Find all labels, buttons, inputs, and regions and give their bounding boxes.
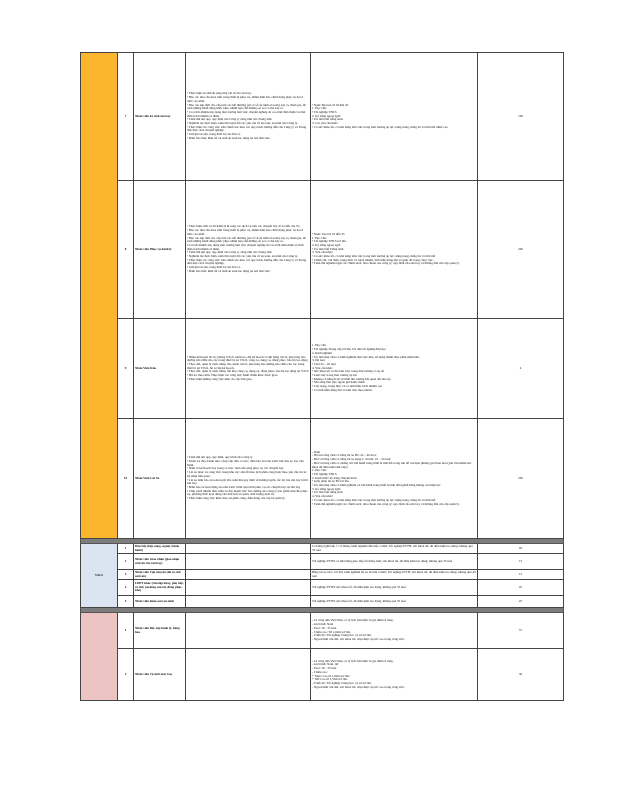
group-label-cell xyxy=(81,613,118,701)
description-line: • Đảm bảo thực hiện tốt vệ sinh an toàn lao động tại nơi làm việc. xyxy=(187,268,271,273)
table-row xyxy=(81,580,564,596)
row-number: 4 xyxy=(118,580,134,596)
table-row xyxy=(81,419,564,539)
requirement-line: 3. Các yêu cầu khác: xyxy=(312,121,339,126)
position-title: Nhân Viên Kho xyxy=(134,319,186,419)
quantity: 45 xyxy=(478,580,564,596)
requirement-line: • Ưu tiên biết tiếng Anh xyxy=(312,490,343,495)
requirement-line: • Tốt nghiệp Trung cấp trở lên, Ưu tiên tốt nghiệp Đại học xyxy=(312,347,387,352)
position-title: LĐPT khác (rửa-lập khay, phụ bếp, sơ chế, packing-sản tài, đồng phục, kho) xyxy=(134,580,186,596)
description-line: • Tuân thủ nội quy, quy định của Công ty cùng như của Trung tâm. xyxy=(187,250,273,255)
job-requirements xyxy=(311,319,478,419)
description-line: • Đảm bảo xe hoạt động an toàn trước trình quá trình phục vụ các chuyến bay tại sân bay xyxy=(187,484,301,489)
requirement-line: • Sức khoẻ tốt có thể làm việc trong môi trường ca áp để xyxy=(312,369,385,374)
requirement-line: - Chiều cao: xyxy=(312,669,328,674)
requirement-line: Có bằng nghề bếp >= 6 tháng; kinh nghiệm đầu bếp 1 năm; Tốt nghiệp PTTH, sức khoẻ tốt, đủ điều kiện lao động; không quá 35 tuổi xyxy=(312,543,473,552)
requirement-line: • Có sức khỏe tốt, có khả năng làm việc trong môi trường áp lực, nặng nóng, tiếng ồn và thời tiết xyxy=(312,254,436,259)
description-line: • Thực hiện các công việc trên chính xác theo các quy trình, hướng dẫn của Công ty và Trung tâm một cách chuyên nghiệp. xyxy=(187,124,307,133)
quantity: 25 xyxy=(478,596,564,608)
quantity: 15 xyxy=(478,554,564,570)
description-line: Có trách nhiệm xây dựng một trường làm việc chuyên nghiệp để cao tính thân thiện và tinh thần trách nhiệm cá nhân. xyxy=(187,242,304,251)
description-line: • Nhận kế hoạch từ các phòng VJGS, kiểm tra, đối kế hoạch và đặt hàng vật tư, phụ tùng báo dưỡng sửa chữa cho các trang thiết bị tại VJGS, công cụ, dụng cụ, đồng phục, bảo hộ lao động xyxy=(187,354,308,363)
job-description xyxy=(186,596,311,608)
job-requirements xyxy=(311,570,478,580)
requirement-line: • Tuân thủ nghiêm ngặt các chính sách, tiêu chuẩn của công ty; quy định của sân bay và hướng dẫn của cấp quản lý. xyxy=(312,501,460,506)
requirement-line: - Ngoại hình cân đối, sức khoẻ tốt, chịu được áp lực cao trong công việc. xyxy=(312,684,405,689)
requirement-line: • Giấy phép lái xe B2 trở lên. xyxy=(312,479,350,484)
row-number: 1 xyxy=(118,544,134,554)
table-row xyxy=(81,596,564,608)
requirement-line: • Làm việc trong môi trường áp lực xyxy=(312,373,358,378)
description-line: • Thực hiện công việc khác theo sự phân công, điều động của cấp bộ quản lý. xyxy=(187,496,286,501)
requirement-line: Tốt nghiệp PTTH, sức khoẻ tốt, đủ điều kiện lao động; không quá 35 tuổi xyxy=(312,584,406,589)
requirement-line: 3. Kỹ năng ngoại ngữ: xyxy=(312,486,341,491)
requirement-line: 2. Kỹ năng ngoại ngữ: xyxy=(312,242,341,247)
row-number: 3 xyxy=(118,570,134,580)
requirement-line: • Tuổi 22 – 45 tuổi xyxy=(312,361,336,366)
quantity: 4 xyxy=(478,319,564,419)
requirement-line: - Đối với ứng viên có bằng lái xe hạng C trở lên: 22 – 50 tuổi; xyxy=(312,457,392,462)
position-title: Nhân viên Vệ sinh máy bay xyxy=(134,649,186,701)
description-line: • Bảo các nhu cầu mua sắm trang thiết bị phục vụ, nhằm đảm bảo chất lượng phục vụ đạt ở mức cao nhất. xyxy=(187,228,304,236)
job-requirements xyxy=(311,181,478,319)
position-title: Nhân viên kiểm soát an ninh xyxy=(134,596,186,608)
requirement-line: • Sẵn sàng làm việc ngoài giờ hành chính xyxy=(312,380,365,385)
requirement-line: Bằng lái xe tải C trở lên; kinh nghiệm lái xe từ trên 2 năm; Tốt nghiệp PTTH, sức khoẻ tốt, đủ điều kiện lao động; không quá 40 tuổi xyxy=(312,569,476,578)
requirement-line: - Ngoại hình cân đối, sức khoẻ tốt, chịu được áp lực cao trong công việc. xyxy=(312,636,405,641)
requirement-line: - Nam xyxy=(312,449,321,454)
quantity: 36 xyxy=(478,649,564,701)
requirement-line: 2. Kinh nghiệm xyxy=(312,350,332,355)
requirement-line: 3. Yêu cầu khác: xyxy=(312,250,334,255)
requirement-line: 1. Học vấn: xyxy=(312,106,327,111)
description-line: • Tuân thủ nội quy, quy định, quy trình của Công ty xyxy=(187,455,253,460)
description-line: • Kiểm tra theo Danh mục công việc đầu ca trực, đảm bảo an toàn trước khi đưa xe vào vận hành. xyxy=(187,458,304,467)
requirement-line: - Là công dân Việt Nam, có lý lịch bản thân và gia đình rõ ràng. xyxy=(312,618,394,623)
description-line: • Giữ gìn tài sản, trang thiết bị của đơn vị. xyxy=(187,265,241,270)
job-requirements xyxy=(311,554,478,570)
description-line: • Nghiêm túc thực hiện, tuân thủ tuyệt đối các yêu cầu về an toàn, an ninh của Công ty. xyxy=(187,254,298,259)
requirement-line: - Giới tính: Nam, nữ xyxy=(312,662,339,667)
job-description xyxy=(186,554,311,570)
requirement-line: - Đối với ứng viên có chứng chỉ vận hành trang thiết bị mặt đất trong sân đỗ còn hạn (không giới hạn tuổi (yêu cầu khám sức khoẻ đủ điều kiện làm việc). xyxy=(312,460,472,469)
position-title: Nhân viên Bốc xếp hành lý, hàng hóa xyxy=(134,613,186,649)
requirement-line: 3. Độ tuổi xyxy=(312,358,325,363)
description-line: • Lái xe phục vụ công việc trong khu vực sân đỗ theo lịch phân công hoặc theo yêu cầu từ các bộ phận liên quan. xyxy=(187,470,307,478)
quantity: 200 xyxy=(478,181,564,319)
row-number: 1 xyxy=(118,613,134,649)
quantity: 20 xyxy=(478,544,564,554)
requirement-line: • Có tinh thần đồng đội và làm việc theo nhóm. xyxy=(312,387,373,392)
requirement-line: • Ưu tiên biết Tiếng Anh xyxy=(312,246,344,251)
job-description xyxy=(186,319,311,419)
description-line: • Bảo các nhu cầu mua sắm trang thiết bị phục vụ, nhằm đảm bảo chất lượng phục vụ đạt ở mức cao nhất. xyxy=(187,95,304,103)
job-description xyxy=(186,419,311,539)
recruitment-table xyxy=(80,52,564,701)
job-description xyxy=(186,181,311,319)
description-line: • Chịu trách nhiệm thực hiện và đẩy mạnh việc báo dưỡng của công ty báo giảm sân/chia phục vụ, phương thức hoạt động của đơn hoá và quản, chất lượng dịch vụ. xyxy=(187,488,308,497)
description-line: • Có trách nhiệm này dụng một trường làm việc chuyên nghiệp để cao tính thân thiện và tinh thần trách nhiệm cá nhân. xyxy=(187,109,306,118)
requirement-line: • Ưu tiên biết tiếng Anh. xyxy=(312,117,344,122)
description-line: • Thực hiện vệ sinh & sang ứng vật tư cho tàu bay. xyxy=(187,91,252,96)
table-row xyxy=(81,649,564,701)
row-number: 9 xyxy=(118,319,134,419)
requirement-line: 4. Yêu cầu khác xyxy=(312,365,333,370)
job-description xyxy=(186,649,311,701)
job-requirements xyxy=(311,649,478,701)
requirement-line: • Tốt nghiệp THCS xyxy=(312,109,337,114)
job-requirements xyxy=(311,419,478,539)
quantity: 57 xyxy=(478,613,564,649)
requirement-line: • Ưu tiên ứng viên có kinh nghiệm làm việc kho, sử dụng thành thạo phần mềm kho. xyxy=(312,354,420,359)
job-requirements xyxy=(311,544,478,554)
requirement-line: • Chăm chỉ, cẩn thận, trung thực và trách nhiệm, tinh thần đồng đội và giúp đỡ trong công việc. xyxy=(312,257,434,262)
requirement-line: - Trình độ: Tốt nghiệp Trung học cơ sở trở lên. xyxy=(312,633,372,638)
requirement-line: • Ưu tiên ứng viên có kinh nghiệm và vận hành trang thiết bị mặt đất ngành hàng không còn hiệu lực xyxy=(312,483,441,488)
job-requirements xyxy=(311,53,478,181)
requirement-line: - Giới tính: Nam xyxy=(312,622,334,627)
description-line: • Đảm bảo thực hiện tốt vệ sinh an toàn lao động tại nơi làm việc. xyxy=(187,135,271,140)
row-number: 10 xyxy=(118,419,134,539)
requirement-line: 2. Kỹ năng ngoại ngữ: xyxy=(312,113,341,118)
quantity: 200 xyxy=(478,419,564,539)
requirement-line: + Nam: Cao từ 1,62m trở lên; xyxy=(312,673,350,678)
requirement-line: 4. Yêu cầu khác: xyxy=(312,494,334,499)
requirement-line: 1. Học vấn xyxy=(312,343,326,348)
requirement-line: + Nữ: Cao từ 1,53m trở lên. xyxy=(312,677,348,682)
position-title: Đầu bếp (bếp nóng, nguội, bánh, hành) xyxy=(134,544,186,554)
row-number: 8 xyxy=(118,181,134,319)
row-number: 5 xyxy=(118,596,134,608)
position-title: Nhân viên Giao nhận (giao nhận suất ăn cho tàu bay) xyxy=(134,554,186,570)
description-line: • Nghiêm túc thực hiện, tuân thủ tuyệt đối các yêu cầu về an toàn, an ninh của Công ty. xyxy=(187,121,298,126)
requirement-line: Tốt nghiệp PTTH, có khả năng giao tiếp tốt tiếng Anh; sức khoẻ tốt, đủ điều kiện lao động; không quá 35 tuổi xyxy=(312,558,453,563)
table-row xyxy=(81,181,564,319)
requirement-line: - Độ tuổi ứng viên có bằng lái xe B2: 22 – 40 tuổi; xyxy=(312,453,377,458)
table-row xyxy=(81,570,564,580)
description-line: • Thực hiện các công việc trên chính xác theo các quy trình, hướng dẫn của Công ty và Trung tâm một cách chuyên nghiệp. xyxy=(187,257,307,266)
requirement-line: • Có sức khoẻ tốt, có khả năng làm việc trong môi trường áp lực, nặng nóng, tiếng ồn và thời tiết xyxy=(312,497,436,502)
row-number: 2 xyxy=(118,649,134,701)
job-description xyxy=(186,613,311,649)
row-number: 7 xyxy=(118,53,134,181)
requirement-line: 1. Học vấn: xyxy=(312,235,327,240)
table-row xyxy=(81,53,564,181)
quantity: 15 xyxy=(478,570,564,580)
requirement-line: Tốt nghiệp PTTH, sức khoẻ tốt, đủ điều kiện lao động; không quá 35 tuổi xyxy=(312,598,406,603)
job-requirements xyxy=(311,596,478,608)
row-number: 2 xyxy=(118,554,134,570)
job-description xyxy=(186,570,311,580)
requirement-line: - Là công dân Việt Nam, có lý lịch bản thân và gia đình rõ ràng. xyxy=(312,658,394,663)
requirement-line: - Chiều cao: Từ 1,62m trở lên. xyxy=(312,629,351,634)
description-line: • Thực hiện chất và dỡ hành lý & sang các dịch vụ trên các chuyến bay đi và đến của VJ. xyxy=(187,224,301,229)
requirement-line: - Trình độ: Tốt nghiệp Trung học cơ sở trở lên. xyxy=(312,680,372,685)
description-line: • Lái xe đảm bảo an toàn tuyệt đối, tuân thủ quy định về hướng tuyến, tốc độ của sân bay trước sân bay. xyxy=(187,477,309,486)
requirement-line: • Nam: Độ tuổi từ 18 đến 45 xyxy=(312,102,349,107)
description-line: • Báo cáo kịp thời cho cấp trên các bất thường (sự cố về an ninh an toàn) xảy ra, tham gia, đề xuất những hành động khắc phục nhằm hạn chế những sai sót có thể xảy ra. xyxy=(187,102,306,111)
description-line: • Theo dõi, quản lý xuất, nhập, tồn, kiểm vật tư, phụ tùng bảo dưỡng sửa chữa cho các trang thiết bị tại VJGS, hồ sơ lập kế hoạch. xyxy=(187,361,305,370)
description-line: • Giữ gìn tài sản, trang thiết bị của đơn vị. xyxy=(187,132,241,137)
job-requirements xyxy=(311,613,478,649)
requirement-line: - Tuổi: 18 - 35 tuổi. xyxy=(312,625,337,630)
quantity: 100 xyxy=(478,53,564,181)
description-line: • Nắm rõ kế hoạch bay trong ca trực, luôn sẵn sàng phục vụ các chuyến bay xyxy=(187,466,284,471)
requirement-line: • Cẩn trọng, trung thực và có tinh thần trách nhiệm cao xyxy=(312,384,383,389)
requirement-line: • Nam: Tuổi từ 18 đến 35 xyxy=(312,231,345,236)
description-line: • Theo dõi, quản lý xuất, nhập, tồn kho công cụ, dụng cụ, đồng phục, bảo hộ lao động tại VJGS xyxy=(187,369,309,374)
description-line: • Báo cáo kịp thời cho cấp trên các bất thường (sự cố về an ninh an toàn) xảy ra, tham gia, đề xuất những hành động khắc phục nhằm hạn chế những sai sót có thể xảy ra. xyxy=(187,235,306,244)
table-row xyxy=(81,554,564,570)
table-body xyxy=(81,53,564,701)
requirement-line: • Có sức khỏe tốt, có khả năng làm việc trong môi trường áp lực, nặng nóng, tiếng ồn và thời tiết nhiệt cao xyxy=(312,124,448,129)
table-row xyxy=(81,613,564,649)
requirement-line: 2. Kinh thức/ kỹ năng chuyên môn: xyxy=(312,475,358,480)
position-title: Nhân Viên Lái Xe xyxy=(134,419,186,539)
requirement-line: • Không có khuyết tật về hình thể, không hôi quen dốt mà tay. xyxy=(312,376,392,381)
requirement-line: 1. Học vấn: xyxy=(312,468,327,473)
table-row xyxy=(81,544,564,554)
description-line: • Tuân thủ nội quy, quy định của Công ty cùng như của Trung tâm. xyxy=(187,117,273,122)
job-description xyxy=(186,53,311,181)
requirement-line: - Tuổi: 18 - 35 tuổi. xyxy=(312,666,337,671)
job-description xyxy=(186,544,311,554)
table-row xyxy=(81,319,564,419)
job-requirements xyxy=(311,580,478,596)
description-line: • Hỗ trợ mua sắm, Thực hiện các công việc hành chính khác được giao. xyxy=(187,373,279,378)
description-line: • Thực hiện những công việc khác do cấp trên giao. xyxy=(187,376,253,381)
position-title: Nhân viên Vận chuyển (lái xe chở suất ăn) xyxy=(134,570,186,580)
requirement-line: • Tốt nghiệp THCS xyxy=(312,471,337,476)
requirement-line: • Tuân thủ nghiêm ngặt các chính sách, tiêu chuẩn của công ty; quy định của sân bay và hướng dẫn của cấp quản lý. xyxy=(312,261,460,266)
requirement-line: • Tốt nghiệp THCS trở lên. xyxy=(312,239,347,244)
group-label-cell: VACS xyxy=(81,544,118,608)
position-title: Nhân viên kỹ sinh tàu bay xyxy=(134,53,186,181)
group-label-cell xyxy=(81,53,118,539)
job-description xyxy=(186,580,311,596)
position-title: Nhân viên Phục vụ hành lý xyxy=(134,181,186,319)
